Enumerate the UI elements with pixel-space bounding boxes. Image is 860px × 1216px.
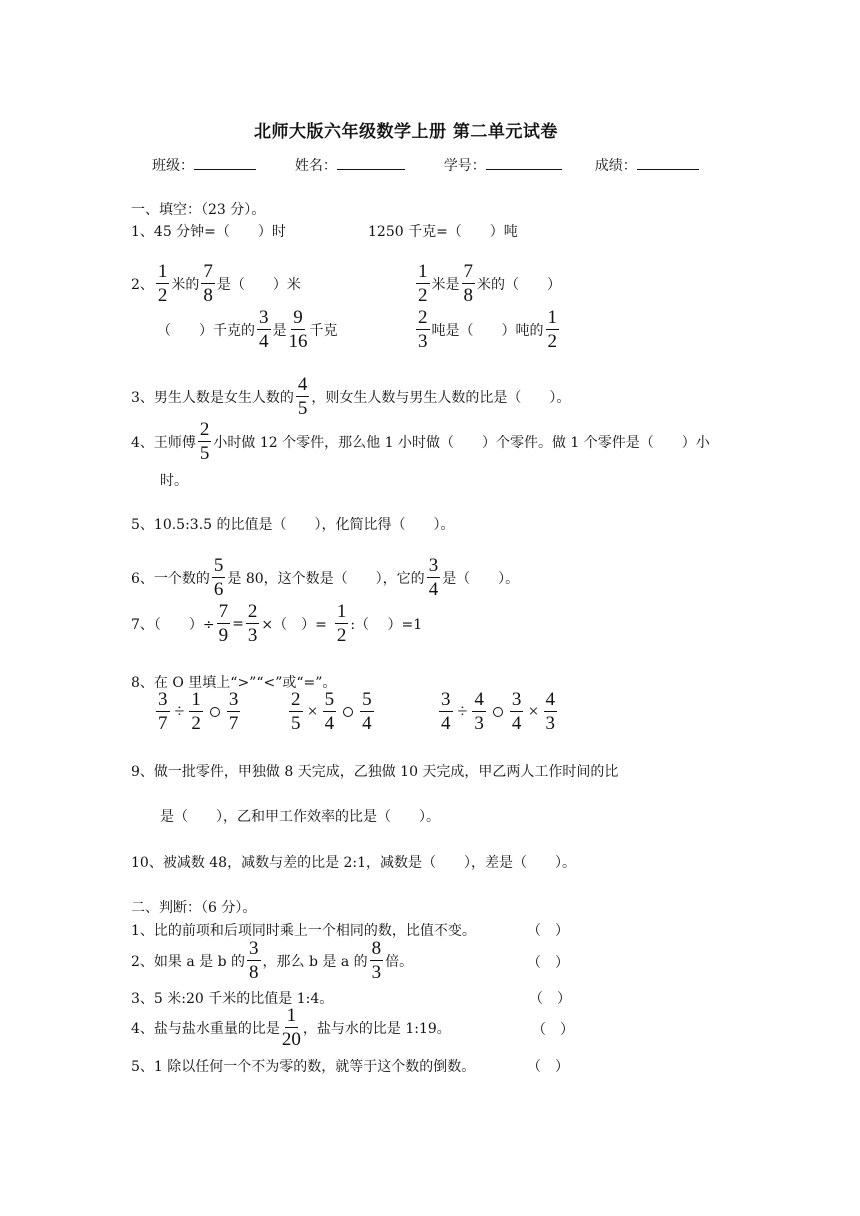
question-1b: 1250 千克=（ ）吨 xyxy=(368,224,518,240)
question-4: 4、王师傅 $\frac{2}{5}$ 小时做 12 个零件，那么他 1 小时做（ ）个零件。做 1 个零件是（ ）小 xyxy=(131,419,710,464)
fraction: $\frac{4}{5}$ xyxy=(297,374,308,419)
section1-heading: 一、填空：（23 分）。 xyxy=(131,202,266,218)
question-4-cont: 时。 xyxy=(160,473,188,489)
question-9: 9、做一批零件，甲独做 8 天完成，乙独做 10 天完成，甲乙两人工作时间的比 xyxy=(131,764,619,780)
question-6: 6、一个数的 $\frac{5}{6}$ 是 80，这个数是（ ），它的 $\frac{3}{4}$ 是（ ）。 xyxy=(131,555,520,600)
fraction: $\frac{7}{8}$ xyxy=(203,261,213,306)
judge-3-answer[interactable]: （ ） xyxy=(529,991,571,1007)
compare-circle[interactable] xyxy=(343,707,353,717)
fraction: $\frac{2}{3}$ xyxy=(247,601,258,646)
fraction: $\frac{1}{2}$ xyxy=(336,601,347,646)
fraction: $\frac{3}{4}$ xyxy=(428,555,439,600)
question-2d: $\frac{2}{3}$ 吨是（ ）吨的 $\frac{1}{2}$ xyxy=(418,307,557,352)
fraction: $\frac{5}{4}$ xyxy=(362,689,372,734)
fraction: $\frac{9}{16}$ xyxy=(288,307,308,352)
judge-2: 2、如果 a 是 b 的 $\frac{3}{8}$ ，那么 b 是 a 的 $\frac{8}{3}$ 倍。 xyxy=(131,938,414,983)
fraction: $\frac{3}{4}$ xyxy=(259,307,269,352)
id-input[interactable] xyxy=(486,155,562,170)
class-input[interactable] xyxy=(194,155,256,170)
judge-1-answer[interactable]: （ ） xyxy=(527,923,569,939)
section2-heading: 二、判断：（6 分）。 xyxy=(131,900,257,916)
info-row xyxy=(152,155,699,175)
fraction: $\frac{4}{3}$ xyxy=(474,689,484,734)
fraction: $\frac{3}{4}$ xyxy=(441,689,451,734)
compare-circle[interactable] xyxy=(493,707,503,717)
judge-3: 3、5 米:20 千米的比值是 1:4。 xyxy=(131,991,334,1007)
fraction: $\frac{2}{3}$ xyxy=(418,307,428,352)
fraction: $\frac{5}{4}$ xyxy=(324,689,335,734)
fraction: $\frac{2}{5}$ xyxy=(199,419,210,464)
name-label: 姓名： xyxy=(294,158,337,174)
name-input[interactable] xyxy=(337,155,405,170)
question-8-expr3: $\frac{3}{4}$ ÷ $\frac{4}{3}$ $\frac{3}{4}$ × $\frac{4}{3}$ xyxy=(441,689,556,734)
judge-2-answer[interactable]: （ ） xyxy=(527,955,569,971)
fraction: $\frac{3}{4}$ xyxy=(511,689,522,734)
fraction: $\frac{3}{8}$ xyxy=(249,938,259,983)
question-8: 8、在 O 里填上“>”“<”或“=”。 xyxy=(131,675,337,691)
fraction: $\frac{7}{9}$ xyxy=(218,601,229,646)
fraction: $\frac{1}{2}$ xyxy=(157,261,168,306)
question-9-cont: 是（ ），乙和甲工作效率的比是（ ）。 xyxy=(160,809,440,825)
fraction: $\frac{1}{2}$ xyxy=(418,261,428,306)
score-input[interactable] xyxy=(637,155,699,170)
judge-5-answer[interactable]: （ ） xyxy=(527,1059,569,1075)
id-label: 学号： xyxy=(443,158,486,174)
compare-circle[interactable] xyxy=(210,707,220,717)
page-title: 北师大版六年级数学上册 第二单元试卷 xyxy=(254,122,558,142)
question-8-expr1: $\frac{3}{7}$ ÷ $\frac{1}{2}$ $\frac{3}{7}$ xyxy=(158,689,239,734)
question-10: 10、被减数 48，减数与差的比是 2:1，减数是（ ），差是（ ）。 xyxy=(131,855,577,871)
fraction: $\frac{1}{20}$ xyxy=(281,1005,301,1050)
judge-4: 4、盐与盐水重量的比是 $\frac{1}{20}$ ，盐与水的比是 1:19。 xyxy=(131,1005,451,1050)
class-label: 班级： xyxy=(152,158,194,174)
question-1a: 1、45 分钟=（ ）时 xyxy=(131,224,286,240)
question-7: 7、（ ）÷ $\frac{7}{9}$ = $\frac{2}{3}$ ×（ ）= $\frac{1}{2}$ :（ ）=1 xyxy=(131,601,423,646)
fraction: $\frac{3}{7}$ xyxy=(228,689,239,734)
fraction: $\frac{7}{8}$ xyxy=(463,261,473,306)
fraction: $\frac{4}{3}$ xyxy=(545,689,556,734)
fraction: $\frac{2}{5}$ xyxy=(291,689,301,734)
fraction: $\frac{1}{2}$ xyxy=(191,689,201,734)
judge-1: 1、比的前项和后项同时乘上一个相同的数，比值不变。 xyxy=(131,923,476,939)
fraction: $\frac{1}{2}$ xyxy=(547,307,557,352)
question-3: 3、男生人数是女生人数的 $\frac{4}{5}$ ，则女生人数与男生人数的比是（ ）。 xyxy=(131,374,571,419)
question-8-expr2: $\frac{2}{5}$ × $\frac{5}{4}$ $\frac{5}{4}$ xyxy=(291,689,372,734)
question-2c: （ ）千克的 $\frac{3}{4}$ 是 $\frac{9}{16}$ 千克 xyxy=(157,307,338,352)
question-5: 5、10.5:3.5 的比值是（ ），化简比得（ ）。 xyxy=(131,517,455,533)
fraction: $\frac{5}{6}$ xyxy=(213,555,224,600)
judge-5: 5、1 除以任何一个不为零的数，就等于这个数的倒数。 xyxy=(131,1059,476,1075)
judge-4-answer[interactable]: （ ） xyxy=(532,1022,574,1038)
fraction: $\frac{3}{7}$ xyxy=(158,689,168,734)
question-2b: $\frac{1}{2}$ 米是 $\frac{7}{8}$ 米的（ ） xyxy=(418,261,561,306)
fraction: $\frac{8}{3}$ xyxy=(371,938,382,983)
score-label: 成绩： xyxy=(594,158,637,174)
question-2a: 2、 $\frac{1}{2}$ 米的 $\frac{7}{8}$ 是（ ）米 xyxy=(131,261,301,306)
